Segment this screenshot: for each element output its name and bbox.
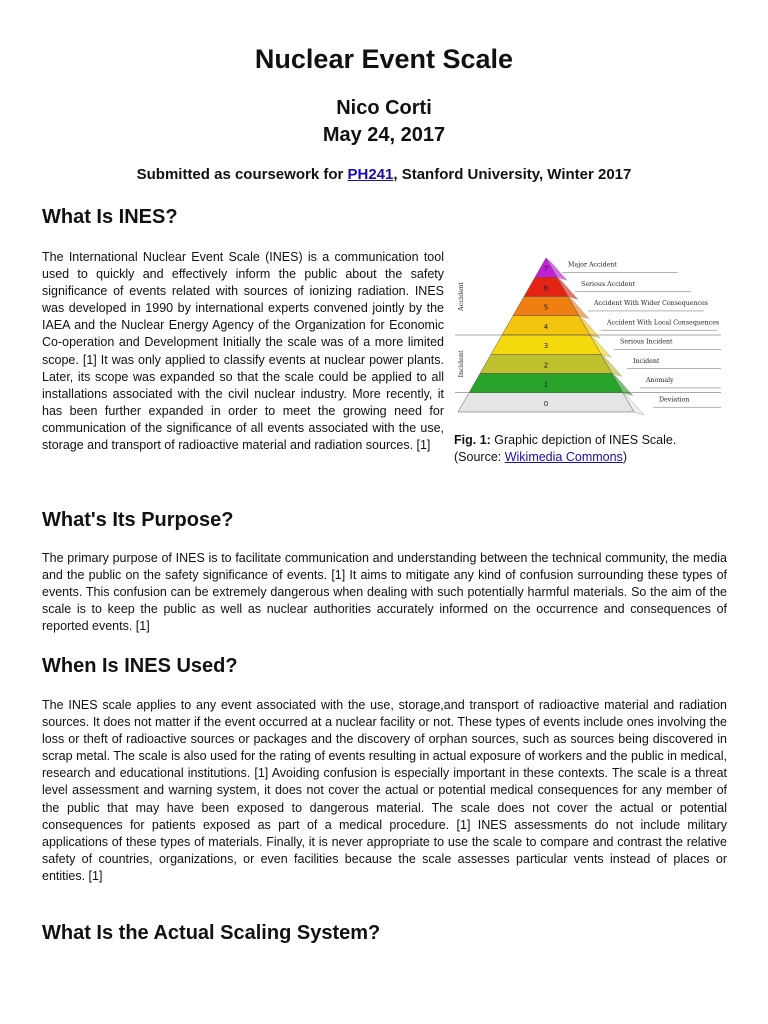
author-name: Nico Corti [336, 97, 432, 119]
pyramid-graphic [455, 258, 721, 415]
pyramid-level-number-1: 1 [543, 380, 549, 389]
document-title: Nuclear Event Scale [254, 44, 514, 74]
pyramid-level-number-3: 3 [543, 342, 549, 351]
figure-source-prefix: (Source: [454, 450, 505, 464]
figure-caption-label: Fig. 1: [454, 433, 491, 447]
section-heading-purpose: What's Its Purpose? [42, 509, 234, 531]
wikimedia-link[interactable]: Wikimedia Commons [504, 450, 623, 464]
pyramid-level-number-4: 4 [543, 322, 549, 331]
ines-pyramid-figure [453, 250, 723, 422]
pyramid-level-number-0: 0 [543, 399, 549, 408]
pyramid-level-label-1: Anomaly [646, 377, 674, 385]
section-text-purpose: The primary purpose of INES is to facilitate communication and understanding between the technical community, the media and the public on the safety significance of events. [1] It aims to mitigate any kind of confusion surrounding these types of events. This confusion can be extremely dangerous when dealing with such potentially harmful materials. So the aim of the scale is to keep the public as well as nuclear authorities accurately informed on the occurrence and consequences of reported events. [1] [42, 551, 727, 634]
pyramid-level-label-6: Serious Accident [581, 280, 636, 288]
section-text-when-used: The INES scale applies to any event associated with the use, storage,and transport of radioactive material and radiation sources. It does not matter if the event occurred at a nuclear facility or not. These types of events include ones involving the loss or theft of radioactive sources or packages and the discovery of orphan sources, such as sources being discovered in scrap metal. The scale is also used for the rating of events resulting in actual exposure of workers and the public in medical, research and educational institutions. [1] Avoiding confusion is especially important in these contexts. The scale is a threat level assessment and warning system, it does not cover the actual or potential medical consequences for any member of the public that may have been exposed to dangerous material. The scale does not cover the actual or potential consequences for patients exposed as part of a medical procedure. [1] INES assessments do not include military applications of these types of materials. Finally, it is never appropriate to use the scale to compare and contrast the relative safety of countries, organizations, or even facilities because the scale assesses particular vents instead of places or entities. [1] [42, 698, 727, 883]
pyramid-level-label-0: Deviation [659, 396, 690, 404]
pyramid-level-label-4: Accident With Local Consequences [607, 319, 720, 327]
pyramid-level-label-3: Serious Incident [620, 338, 673, 346]
figure-source-suffix: ) [622, 450, 627, 464]
pyramid-level-label-2: Incident [633, 357, 660, 365]
course-link[interactable]: PH241 [347, 166, 394, 183]
pyramid-level-number-2: 2 [543, 361, 549, 370]
pyramid-level-label-7: Major Accident [568, 261, 617, 269]
submission-suffix: , Stanford University, Winter 2017 [393, 166, 632, 183]
pyramid-level-number-5: 5 [543, 303, 549, 312]
section-heading-scaling-system: What Is the Actual Scaling System? [42, 922, 381, 944]
pyramid-level-number-7: 7 [543, 265, 549, 274]
section-text-what-is-ines: The International Nuclear Event Scale (INES) is a communication tool used to quickly and effectively inform the public about the safety significance of events related with sources of ionizing radiation. INES was developed in 1990 by international experts convened jointly by the IAEA and the Nuclear Energy Agency of the Organization for Economic Co-operation and Development Initially the scale was of a more limited scope. [1] It was only applied to classify events at nuclear power plants. Later, its scope was expanded so that the scale could be applied to all installations associated with the civil nuclear industry. More recently, it has been further expanded in order to meet the growing need for communication of the significance of all events associated with the use, storage and transport of radioactive material and radiation sources. [1] [42, 250, 444, 453]
section-heading-what-is-ines: What Is INES? [42, 206, 178, 228]
submission-prefix: Submitted as coursework for [136, 166, 348, 183]
group-label-incident: Incident [457, 350, 465, 378]
publication-date: May 24, 2017 [322, 124, 446, 146]
figure-caption-text: Graphic depiction of INES Scale. [490, 433, 677, 447]
section-heading-when-used: When Is INES Used? [42, 655, 238, 677]
figure-caption [454, 432, 744, 466]
pyramid-level-number-6: 6 [543, 284, 549, 293]
group-label-accident: Accident [457, 282, 465, 311]
pyramid-level-label-5: Accident With Wider Consequences [594, 300, 709, 308]
submission-note [0, 166, 768, 183]
